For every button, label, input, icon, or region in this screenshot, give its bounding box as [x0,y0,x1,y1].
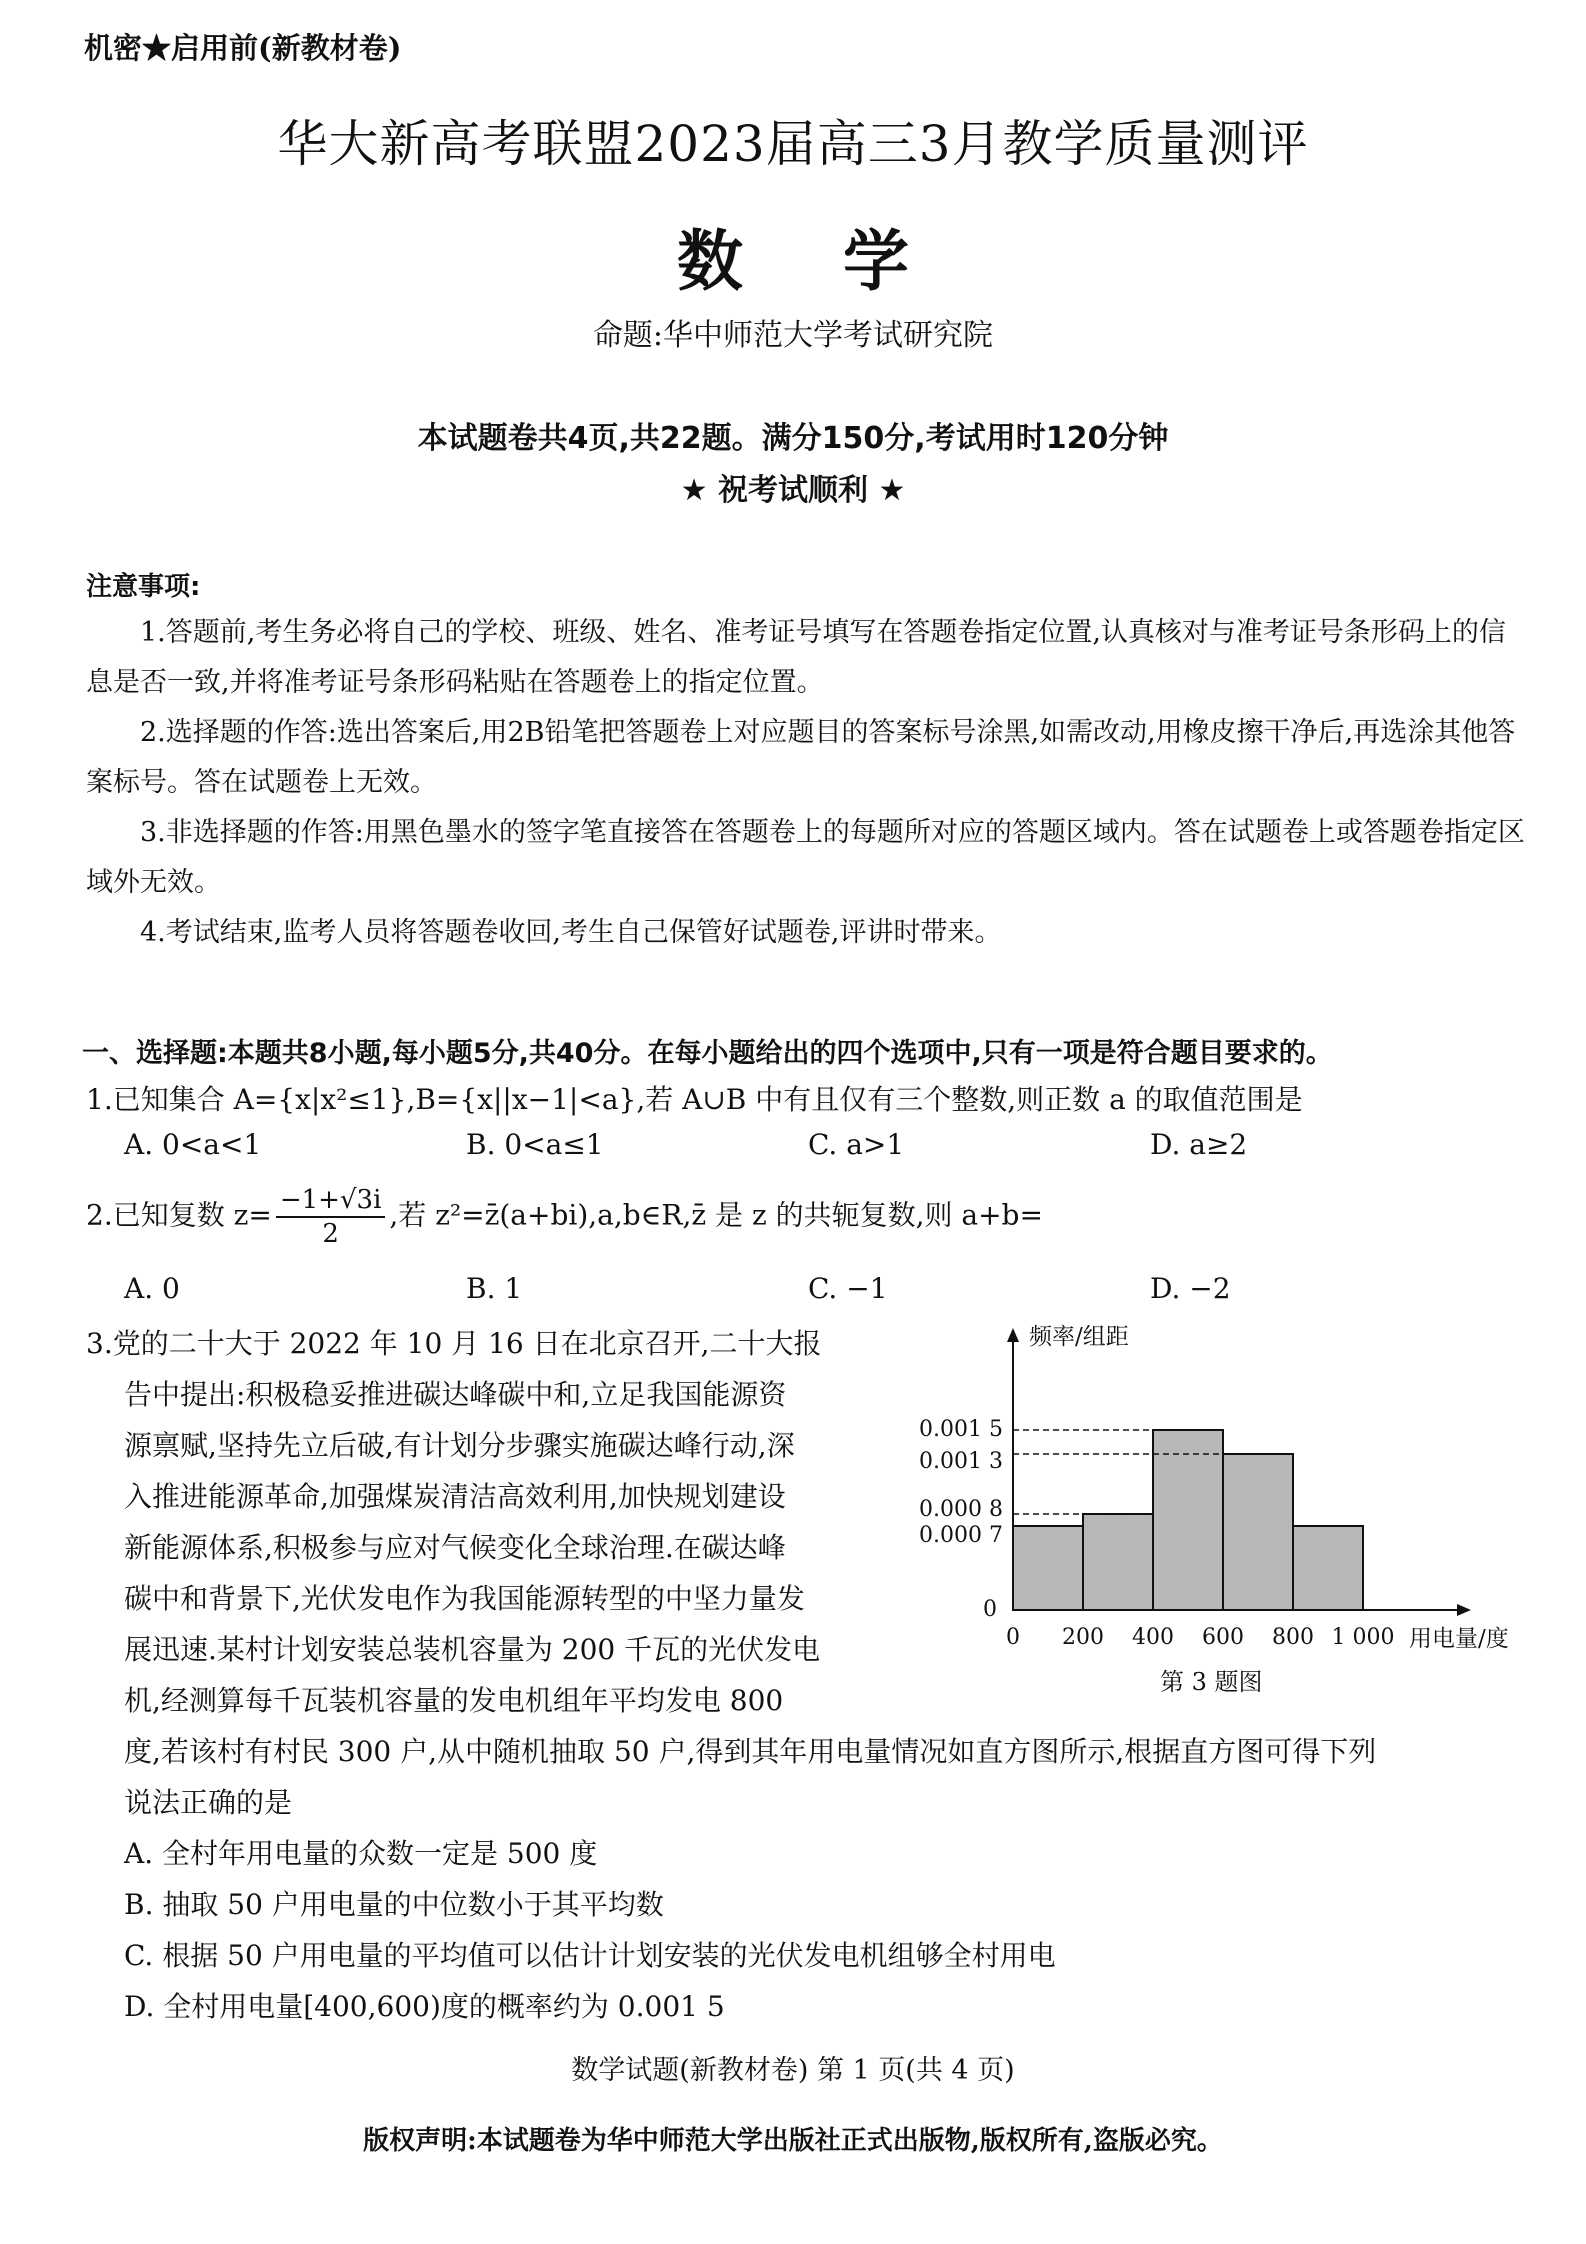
page-footer: 数学试题(新教材卷) 第 1 页(共 4 页) [571,2055,1015,2086]
x-tick-label: 0 [1006,1625,1020,1650]
histogram-bar [1223,1454,1293,1610]
q3-line-7: 展迅速.某村计划安装总装机容量为 200 千瓦的光伏发电 [124,1633,821,1666]
x-tick-label: 200 [1062,1625,1104,1650]
x-axis-label: 用电量/度 [1409,1626,1509,1652]
q1-option-b: B. 0<a≤1 [466,1128,604,1161]
exam-info: 本试题卷共4页,共22题。满分150分,考试用时120分钟 [417,421,1169,456]
note-item-1: 1.答题前,考生务必将自己的学校、班级、姓名、准考证号填写在答题卷指定位置,认真核对与准考证号条形码上的信息是否一致,并将准考证号条形码粘贴在答题卷上的指定位置。 [86,617,1506,698]
q2-option-a: A. 0 [124,1272,180,1305]
q3-option-c: C. 根据 50 户用电量的平均值可以估计计划安装的光伏发电机组够全村用电 [124,1939,1056,1972]
exam-title: 华大新高考联盟2023届高三3月教学质量测评 [277,115,1309,173]
q3-line-2: 告中提出:积极稳妥推进碳达峰碳中和,立足我国能源资 [124,1378,787,1411]
q3-line-1: 3.党的二十大于 2022 年 10 月 16 日在北京召开,二十大报 [86,1327,822,1360]
histogram-bar [1013,1526,1083,1610]
x-tick-label: 400 [1132,1625,1174,1650]
q2-option-c: C. −1 [808,1272,888,1305]
histogram-chart [900,1300,1540,1700]
confidential-label: 机密★启用前(新教材卷) [84,31,402,65]
x-tick-label: 600 [1202,1625,1244,1650]
q3-line-10: 说法正确的是 [124,1786,293,1819]
section-heading: 一、选择题:本题共8小题,每小题5分,共40分。在每小题给出的四个选项中,只有一项是符合题目要求的。 [82,1038,1333,1069]
notes-heading: 注意事项: [86,572,201,602]
q3-line-5: 新能源体系,积极参与应对气候变化全球治理.在碳达峰 [124,1531,786,1564]
q2-option-d: D. −2 [1150,1272,1231,1305]
q2-fraction [276,1184,386,1250]
q2-fraction-numerator: −1+√3i [276,1184,386,1218]
histogram-bars [1013,1430,1363,1610]
note-item-2: 2.选择题的作答:选出答案后,用2B铅笔把答题卷上对应题目的答案标号涂黑,如需改动,用橡皮擦干净后,再选涂其他答案标号。答在试题卷上无效。 [86,717,1516,798]
q3-line-8: 机,经测算每千瓦装机容量的发电机组年平均发电 800 [124,1684,784,1717]
copyright-notice: 版权声明:本试题卷为华中师范大学出版社正式出版物,版权所有,盗版必究。 [363,2126,1223,2156]
q1-option-d: D. a≥2 [1150,1128,1248,1161]
q3-line-6: 碳中和背景下,光伏发电作为我国能源转型的中坚力量发 [124,1582,805,1615]
q3-line-3: 源禀赋,坚持先立后破,有计划分步骤实施碳达峰行动,深 [124,1429,795,1462]
q2-option-b: B. 1 [466,1272,523,1305]
x-tick-label: 800 [1272,1625,1314,1650]
note-item-4: 4.考试结束,监考人员将答题卷收回,考生自己保管好试题卷,评讲时带来。 [140,917,1002,948]
histogram-bar [1083,1514,1153,1610]
q2-stem-prefix: 2.已知复数 z= [86,1198,272,1232]
histogram-bar [1153,1430,1223,1610]
y-tick-label: 0.000 8 [919,1497,1003,1522]
question-1-stem: 1.已知集合 A={x|x²≤1},B={x||x−1|<a},若 A∪B 中有且仅有三个整数,则正数 a 的取值范围是 [86,1083,1303,1116]
wish-line: ★ 祝考试顺利 ★ [680,473,906,508]
figure-caption: 第 3 题图 [1160,1668,1263,1696]
y-axis-arrow [1007,1328,1019,1342]
q3-line-4: 入推进能源革命,加强煤炭清洁高效利用,加快规划建设 [124,1480,786,1513]
origin-label: 0 [983,1597,997,1622]
note-item-3: 3.非选择题的作答:用黑色墨水的签字笔直接答在答题卷上的每题所对应的答题区域内。答在试题卷上或答题卷指定区域外无效。 [86,817,1525,898]
q2-fraction-denominator: 2 [322,1219,339,1249]
q3-option-b: B. 抽取 50 户用电量的中位数小于其平均数 [124,1888,664,1921]
q3-option-d: D. 全村用电量[400,600)度的概率约为 0.001 5 [124,1990,725,2023]
histogram-bar [1293,1526,1363,1610]
x-axis-arrow [1457,1604,1471,1616]
y-tick-label: 0.001 5 [919,1417,1003,1442]
subject-title: 数学 [677,222,1009,300]
question-2-stem [86,1184,1043,1250]
q2-stem-suffix: ,若 z²=z̄(a+bi),a,b∈R,z̄ 是 z 的共轭复数,则 a+b= [389,1198,1043,1232]
y-axis-label: 频率/组距 [1029,1324,1129,1350]
author-line: 命题:华中师范大学考试研究院 [592,318,994,353]
x-tick-label: 1 000 [1331,1625,1395,1650]
y-tick-label: 0.001 3 [919,1449,1003,1474]
q1-option-c: C. a>1 [808,1128,905,1161]
q3-option-a: A. 全村年用电量的众数一定是 500 度 [124,1837,598,1870]
q3-line-9: 度,若该村有村民 300 户,从中随机抽取 50 户,得到其年用电量情况如直方图所示,根据直方图可得下列 [124,1735,1377,1768]
q1-option-a: A. 0<a<1 [124,1128,262,1161]
y-tick-label: 0.000 7 [919,1523,1003,1548]
